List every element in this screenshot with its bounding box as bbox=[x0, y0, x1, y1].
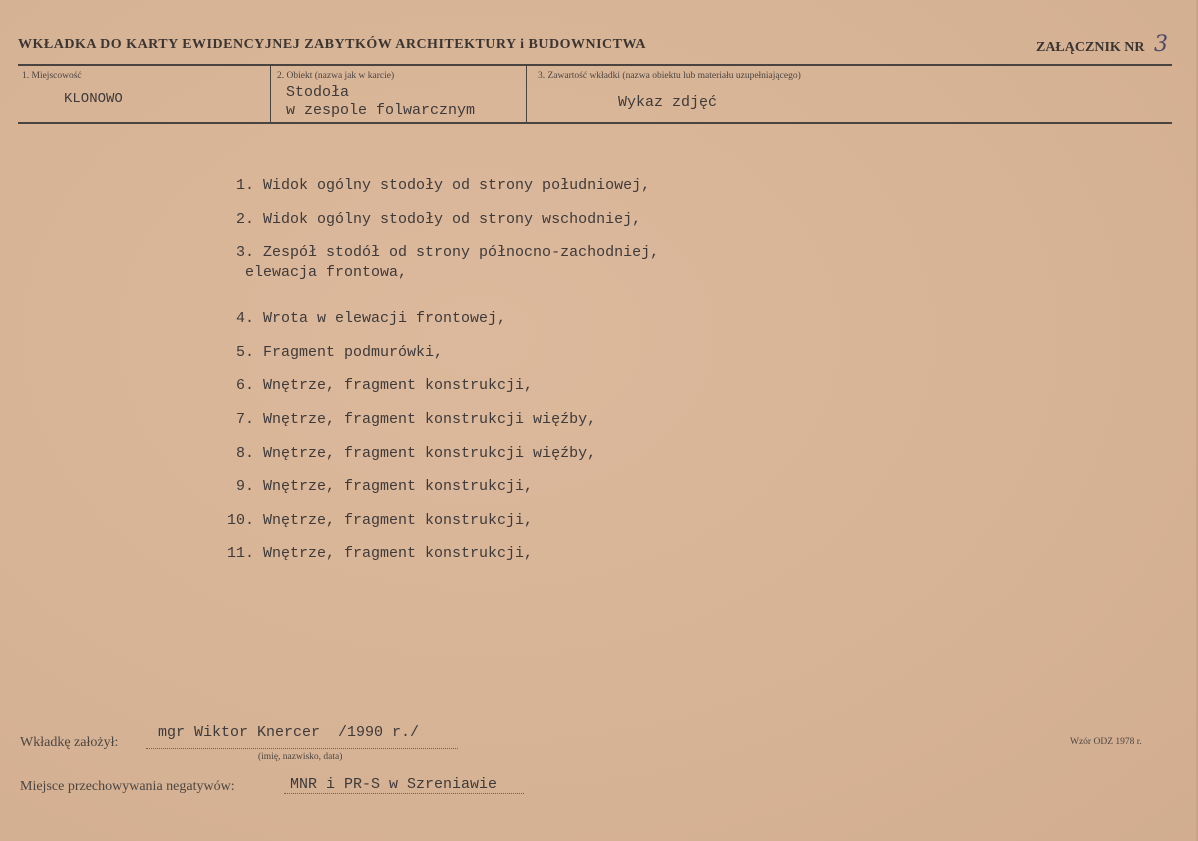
founder-dotted-line bbox=[146, 748, 458, 749]
list-item-text: Wnętrze, fragment konstrukcji więźby, bbox=[263, 444, 597, 462]
object-label: 2. Obiekt (nazwa jak w karcie) bbox=[277, 71, 395, 81]
list-item-text: Widok ogólny stodoły od strony wschodniej, bbox=[263, 210, 642, 228]
list-item-number: 9. bbox=[235, 478, 254, 496]
list-item bbox=[210, 376, 659, 410]
list-item-text: Zespół stodół od strony północno-zachodniej, bbox=[263, 244, 660, 262]
list-item-text: Fragment podmurówki, bbox=[263, 343, 444, 361]
list-item bbox=[210, 210, 659, 244]
founder-label: Wkładkę założył: bbox=[20, 735, 119, 750]
locality-label: 1. Miejscowość bbox=[22, 71, 82, 81]
storage-label: Miejsce przechowywania negatywów: bbox=[20, 779, 235, 794]
header-bottom-rule bbox=[18, 122, 1172, 124]
list-item-number: 1. bbox=[235, 177, 254, 194]
list-item-text: Wnętrze, fragment konstrukcji, bbox=[263, 478, 534, 496]
column-divider-2 bbox=[526, 66, 527, 122]
list-item bbox=[210, 511, 659, 545]
form-note: Wzór ODZ 1978 r. bbox=[1070, 737, 1142, 747]
annex-label: ZAŁĄCZNIK NR bbox=[1035, 40, 1145, 55]
list-item-number: 6. bbox=[235, 377, 254, 395]
card-title: WKŁADKA DO KARTY EWIDENCYJNEJ ZABYTKÓW ARCHITEKTURY i BUDOWNICTWA bbox=[18, 37, 647, 52]
list-item-number: 5. bbox=[235, 343, 254, 361]
founder-value: mgr Wiktor Knercer /1990 r./ bbox=[158, 724, 420, 741]
annex-number-value: 3 bbox=[1154, 32, 1168, 57]
list-item-text: Wnętrze, fragment konstrukcji, bbox=[263, 545, 534, 563]
list-item-number: 7. bbox=[235, 410, 254, 428]
photo-list bbox=[210, 176, 659, 578]
list-item-number: 10. bbox=[226, 511, 254, 529]
content-label: 3. Zawartość wkładki (nazwa obiektu lub materiału uzupełniającego) bbox=[538, 71, 801, 81]
column-divider-1 bbox=[270, 66, 271, 122]
object-value-line2: w zespole folwarcznym bbox=[286, 102, 476, 119]
founder-hint: (imię, nazwisko, data) bbox=[258, 752, 343, 762]
list-item-text: Wnętrze, fragment konstrukcji więźby, bbox=[263, 410, 597, 428]
annex-number bbox=[1036, 32, 1168, 57]
list-item-number: 4. bbox=[235, 310, 254, 328]
list-item bbox=[210, 176, 659, 210]
list-item-number: 3. bbox=[235, 244, 254, 262]
list-item-number: 8. bbox=[235, 444, 254, 462]
list-item bbox=[210, 309, 659, 343]
header-top-rule bbox=[18, 64, 1172, 66]
list-item bbox=[210, 410, 659, 444]
list-item-number: 11. bbox=[226, 545, 254, 563]
storage-value: MNR i PR-S w Szreniawie bbox=[290, 776, 498, 793]
content-value: Wykaz zdjęć bbox=[618, 94, 718, 111]
list-item-text: Wrota w elewacji frontowej, bbox=[263, 310, 507, 328]
locality-value: KLONOWO bbox=[64, 91, 123, 107]
list-item bbox=[210, 243, 659, 309]
list-item bbox=[210, 477, 659, 511]
list-item-text: Wnętrze, fragment konstrukcji, bbox=[263, 511, 534, 529]
list-item bbox=[210, 544, 659, 578]
list-item-continuation: elewacja frontowa, bbox=[245, 264, 408, 282]
list-item-number: 2. bbox=[235, 210, 254, 228]
list-item bbox=[210, 343, 659, 377]
storage-dotted-line bbox=[284, 793, 524, 794]
object-value-line1: Stodoła bbox=[286, 84, 350, 101]
list-item bbox=[210, 444, 659, 478]
list-item-text: Wnętrze, fragment konstrukcji, bbox=[263, 377, 534, 395]
list-item-text: Widok ogólny stodoły od strony południowej, bbox=[263, 177, 651, 194]
